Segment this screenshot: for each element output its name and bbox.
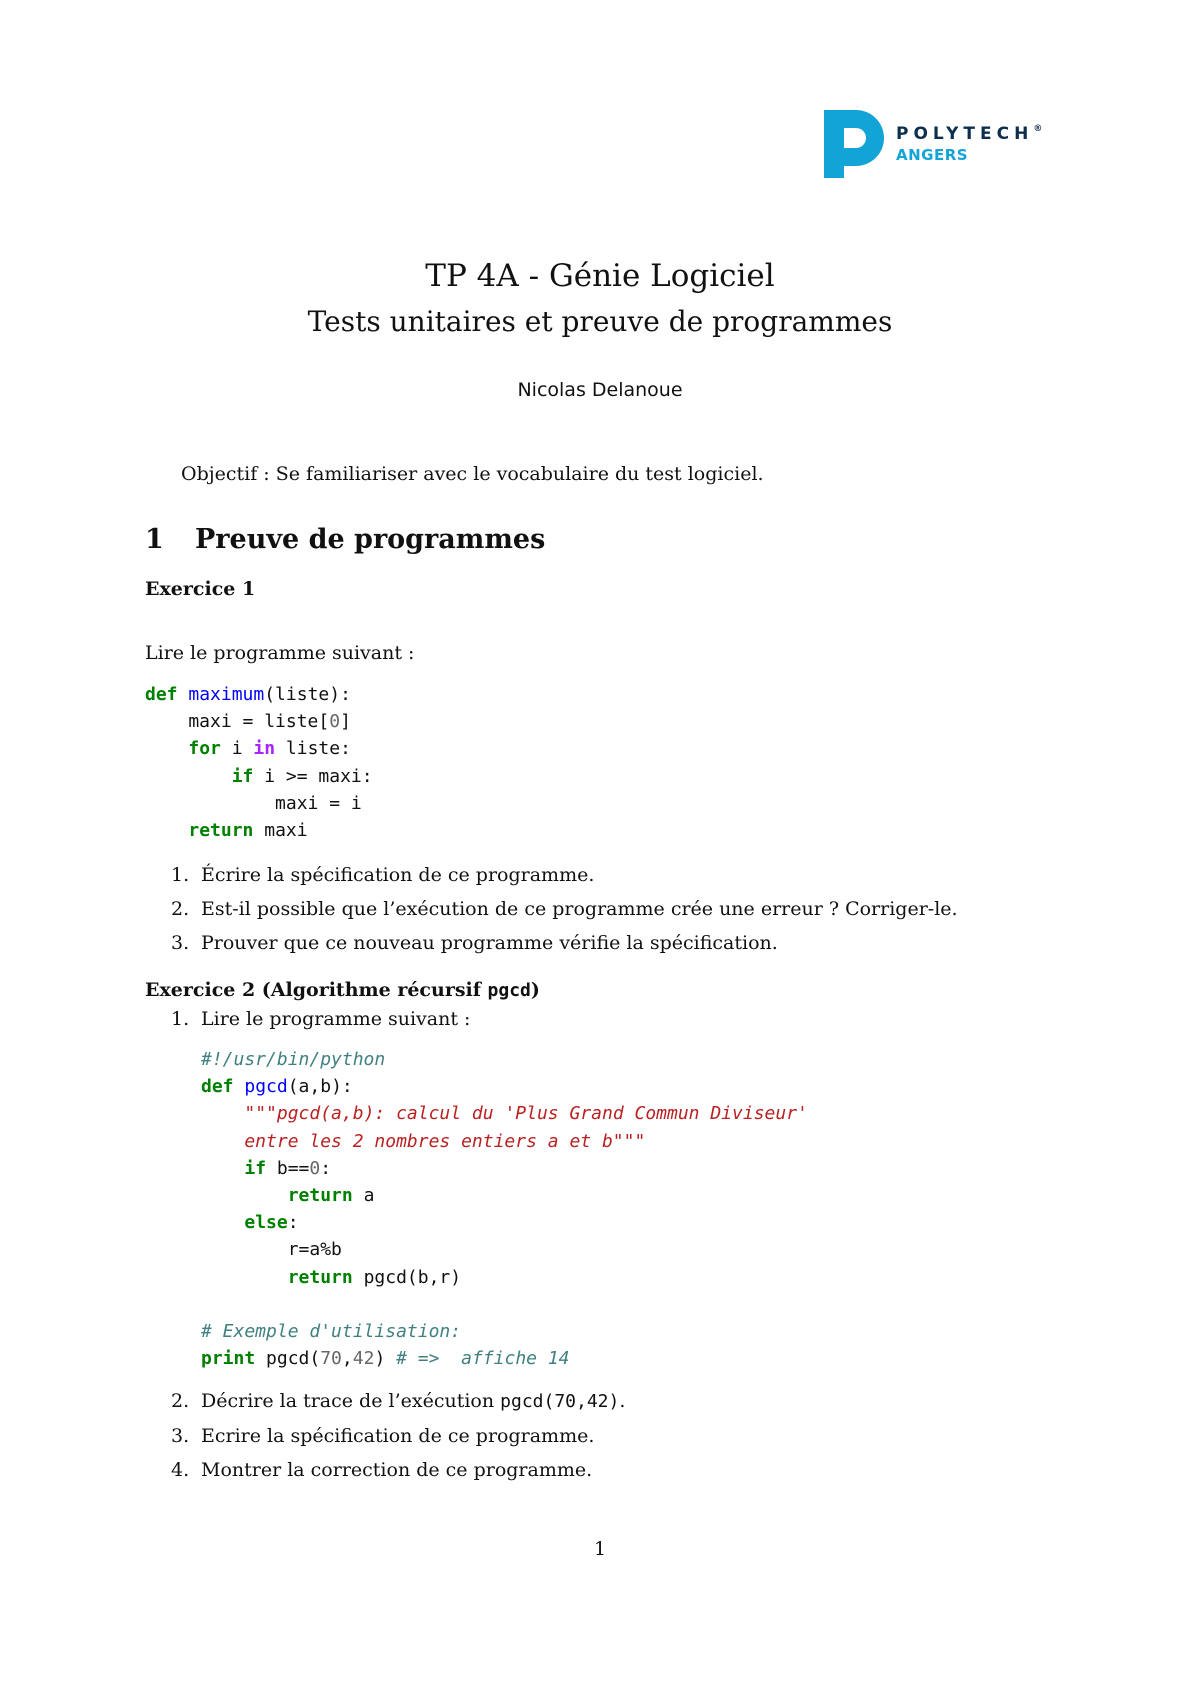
document-title: TP 4A - Génie Logiciel [425, 258, 775, 294]
exercise-2-questions [145, 1388, 625, 1491]
logo-brand: POLYTECH® [896, 124, 1043, 144]
polytech-logo-icon [818, 104, 888, 178]
list-item: 1. Écrire la spécification de ce programme. [171, 864, 595, 886]
list-item: 3. Prouver que ce nouveau programme vérifie la spécification. [171, 932, 778, 954]
code-block-maximum: def maximum(liste): maxi = liste[0] for i in liste: if i >= maxi: maxi = i return maxi [145, 684, 373, 842]
exercise-2-title: Exercice 2 (Algorithme récursif pgcd) [145, 979, 540, 1001]
document-subtitle: Tests unitaires et preuve de programmes [307, 305, 893, 338]
polytech-angers-logo [818, 104, 1058, 178]
list-item: 2. Est-il possible que l’exécution de ce programme crée une erreur ? Corriger-le. [171, 898, 958, 920]
section-number: 1 [145, 524, 164, 555]
list-item: 4. Montrer la correction de ce programme. [171, 1459, 593, 1481]
section-heading [145, 522, 545, 558]
logo-city: ANGERS [896, 146, 969, 164]
objective: Objectif : Se familiariser avec le vocabulaire du test logiciel. [181, 463, 764, 485]
section-title: Preuve de programmes [195, 524, 546, 555]
list-item: 1. Lire le programme suivant : [171, 1008, 471, 1030]
author: Nicolas Delanoue [517, 379, 683, 401]
exercise-1-questions [145, 862, 958, 964]
list-item: 2. Décrire la trace de l’exécution pgcd(70,42). [171, 1390, 626, 1412]
code-block-pgcd: #!/usr/bin/python def pgcd(a,b): """pgcd(a,b): calcul du 'Plus Grand Commun Diviseur' entre les 2 nombres entiers a et b""" if b==0: return a else: r=a%b return pgcd(b,r) # Exemple d'utilisation: print pgcd(70,42) # => affiche 14 [201, 1049, 808, 1370]
exercise-2-first-question [145, 1006, 470, 1040]
exercise-1-intro: Lire le programme suivant : [145, 642, 415, 664]
page-number: 1 [593, 1538, 607, 1560]
exercise-1-title: Exercice 1 [145, 578, 256, 600]
list-item: 3. Ecrire la spécification de ce programme. [171, 1425, 595, 1447]
